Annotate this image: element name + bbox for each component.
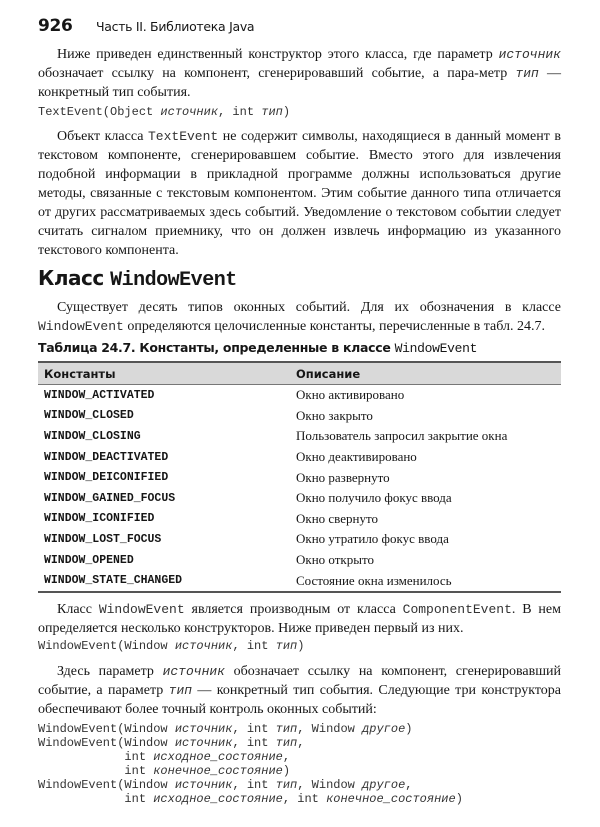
- table-row: WINDOW_ACTIVATED Окно активировано: [44, 387, 405, 403]
- code-windowevent-constructor-1: WindowEvent(Window источник, int тип): [38, 639, 305, 653]
- intro-paragraph-1: Ниже приведен единственный конструктор этого класса, где параметр источник обозначает ссылку на компонент, сгенерировавший событие, а пара-метр тип — конкретный тип события.: [38, 47, 562, 100]
- section-heading: Класс WindowEvent: [38, 266, 237, 292]
- table-row: WINDOW_DEACTIVATED Окно деактивировано: [44, 449, 417, 465]
- running-head: [38, 16, 254, 36]
- table-row: WINDOW_GAINED_FOCUS Окно получило фокус ввода: [44, 490, 452, 506]
- intro-paragraph-2: Объект класса TextEvent не содержит символы, находящиеся в данный момент в текстовом компоненте, сгенерировавшем событие. Вместо этого для извлечения подобной информации в прикладной программе должны использоваться другие методы, связанные с текстовым компонентом. Этим событие данного типа отличается от других рассматриваемых здесь событий. Уведомление о текстовом событии следует считать сигналом приемнику, что он должен извлечь информацию из указанного текстового компонента.: [38, 129, 562, 258]
- column-header-description: Описание: [290, 362, 561, 385]
- code-textevent-constructor: TextEvent(Object источник, int тип): [38, 105, 291, 119]
- table-header-row: [38, 362, 561, 385]
- window-event-constants-table: [38, 361, 561, 593]
- param-type: тип: [515, 66, 539, 81]
- running-title: Часть II. Библиотека Java: [96, 19, 255, 34]
- table-row: WINDOW_LOST_FOCUS Окно утратило фокус ввода: [44, 531, 449, 547]
- section-paragraph: Существует десять типов оконных событий. Для их обозначения в классе WindowEvent определяются целочисленные константы, перечисленные в табл. 24.7.: [38, 300, 561, 334]
- page-number: 926: [38, 16, 73, 36]
- table-row: WINDOW_DEICONIFIED Окно развернуто: [44, 469, 390, 485]
- param-source: источник: [498, 47, 561, 62]
- after-table-paragraph-1: Класс WindowEvent является производным от класса ComponentEvent. В нем определяется несколько конструкторов. Ниже приведен первый из них.: [38, 602, 561, 636]
- table-row: WINDOW_STATE_CHANGED Состояние окна изменилось: [44, 572, 452, 588]
- table-caption: Таблица 24.7. Константы, определенные в классе WindowEvent: [38, 340, 478, 356]
- table-row: WINDOW_OPENED Окно открыто: [44, 552, 374, 568]
- table-row: WINDOW_CLOSED Окно закрыто: [44, 407, 373, 423]
- table-row: WINDOW_CLOSING Пользователь запросил закрытие окна: [44, 428, 508, 444]
- after-table-paragraph-2: Здесь параметр источник обозначает ссылку на компонент, сгенерировавший событие, а параметр тип — конкретный тип события. Следующие три конструктора обеспечивают более точный контроль оконных событий:: [38, 664, 562, 717]
- table-row: WINDOW_ICONIFIED Окно свернуто: [44, 510, 378, 526]
- column-header-constants: Константы: [38, 362, 290, 385]
- code-windowevent-constructors-2-4: WindowEvent(Window источник, int тип, Window другое) WindowEvent(Window источник, int тип, int исходное_состояние, int конечное_состояние) WindowEvent(Window источник, int тип, Window другое, int исходное_состояние, int конечное_состояние): [38, 722, 463, 806]
- class-name-textevent: TextEvent: [147, 129, 219, 144]
